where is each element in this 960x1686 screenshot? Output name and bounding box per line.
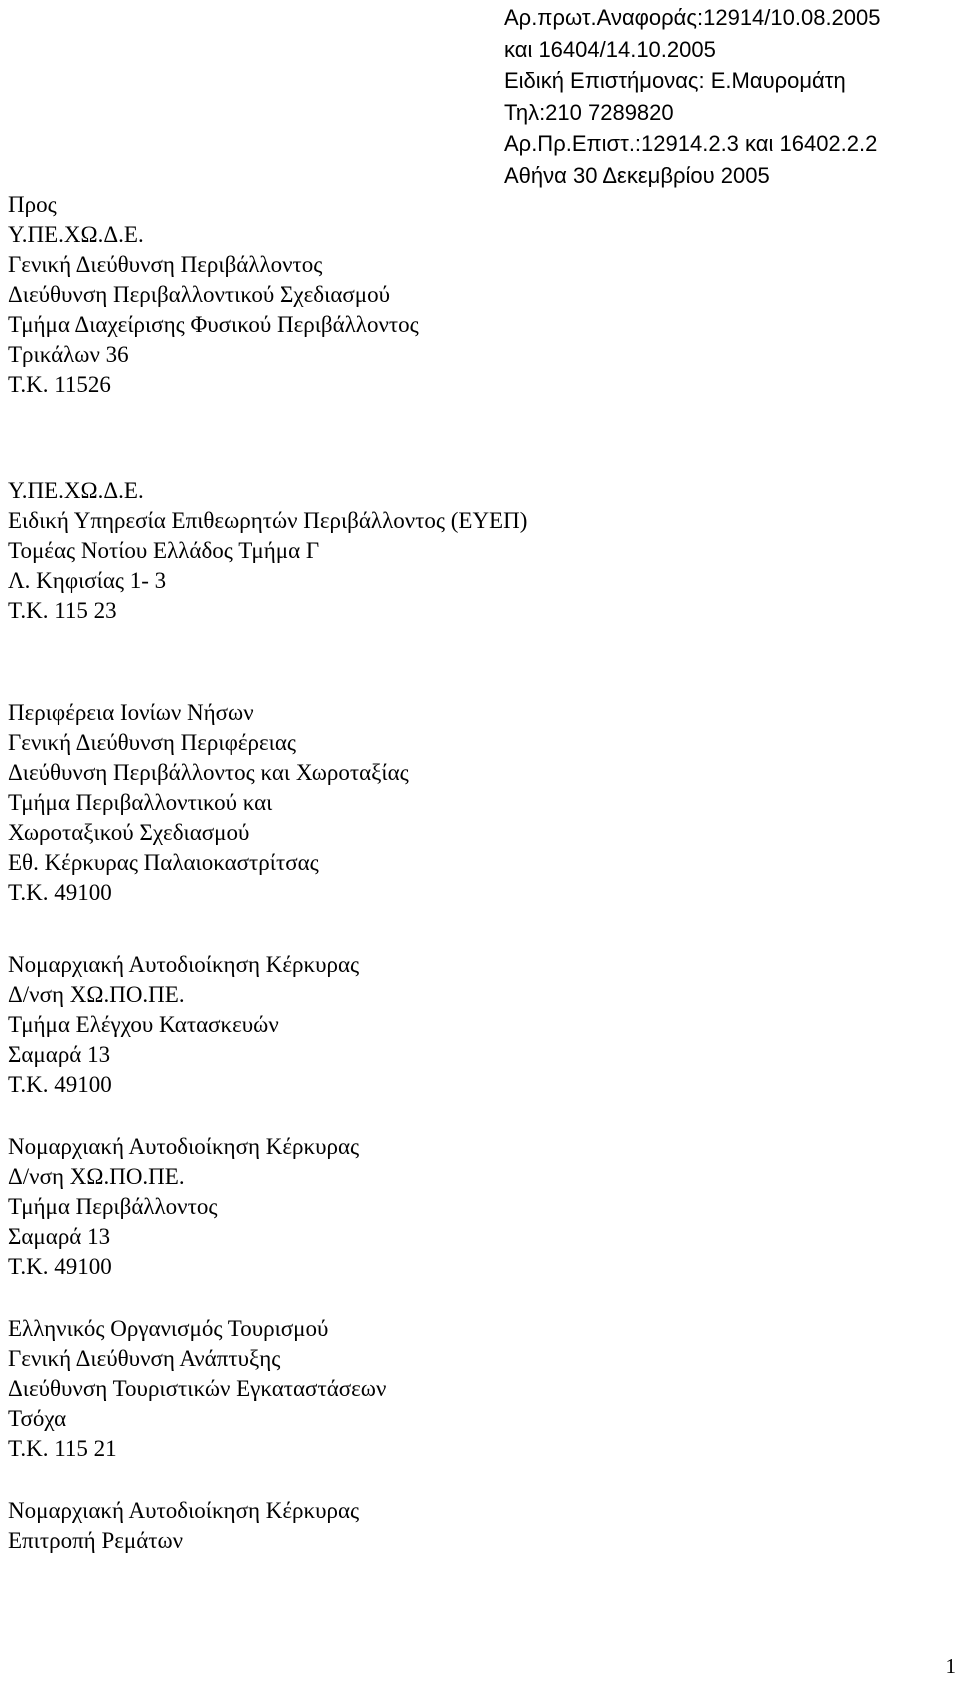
recipient-line: Τρικάλων 36 (8, 342, 129, 367)
recipient-postcode: Τ.Κ. 11526 (8, 372, 111, 397)
recipient-line: Ειδική Υπηρεσία Επιθεωρητών Περιβάλλοντος (ΕΥΕΠ) (8, 508, 528, 533)
reference-protocol-line-2: και 16404/14.10.2005 (504, 36, 716, 62)
recipient-to-label: Προς (8, 192, 57, 217)
recipient-address-block (8, 190, 419, 400)
recipient-postcode: Τ.Κ. 49100 (8, 1254, 112, 1279)
recipient-line: Διεύθυνση Περιβαλλοντικού Σχεδιασμού (8, 282, 390, 307)
reference-record-number: Αρ.Πρ.Επιστ.:12914.2.3 και 16402.2.2 (504, 131, 878, 156)
recipient-line: Γενική Διεύθυνση Περιβάλλοντος (8, 252, 323, 277)
recipient-line: Χωροταξικού Σχεδιασμού (8, 820, 250, 845)
recipient-line: Τμήμα Περιβάλλοντος (8, 1194, 218, 1219)
recipient-line: Γενική Διεύθυνση Ανάπτυξης (8, 1346, 281, 1371)
recipient-postcode: Τ.Κ. 49100 (8, 1072, 112, 1097)
page-number: 1 (945, 1654, 956, 1678)
reference-date: Αθήνα 30 Δεκεμβρίου 2005 (504, 162, 770, 188)
recipient-line: Τσόχα (8, 1406, 67, 1431)
recipient-postcode: Τ.Κ. 115 23 (8, 598, 117, 623)
recipient-line: Διεύθυνση Τουριστικών Εγκαταστάσεων (8, 1376, 387, 1401)
recipient-line: Νομαρχιακή Αυτοδιοίκηση Κέρκυρας (8, 1134, 360, 1159)
recipient-line: Περιφέρεια Ιονίων Νήσων (8, 700, 254, 725)
reference-header (504, 2, 881, 191)
recipient-address-block (8, 950, 359, 1100)
recipient-line: Επιτροπή Ρεμάτων (8, 1528, 184, 1553)
recipient-line: Νομαρχιακή Αυτοδιοίκηση Κέρκυρας (8, 952, 360, 977)
recipient-line: Σαμαρά 13 (8, 1224, 111, 1249)
recipient-line: Τμήμα Ελέγχου Κατασκευών (8, 1012, 279, 1037)
recipient-line: Γενική Διεύθυνση Περιφέρειας (8, 730, 296, 755)
reference-protocol-line: Αρ.πρωτ.Αναφοράς:12914/10.08.2005 (504, 5, 881, 30)
recipient-line: Τμήμα Διαχείρισης Φυσικού Περιβάλλοντος (8, 312, 419, 337)
recipient-address-block (8, 1314, 386, 1464)
recipient-line: Τμήμα Περιβαλλοντικού και (8, 790, 273, 815)
recipient-postcode: Τ.Κ. 115 21 (8, 1436, 117, 1461)
recipient-line: Σαμαρά 13 (8, 1042, 111, 1067)
recipient-line: Δ/νση ΧΩ.ΠΟ.ΠΕ. (8, 1164, 185, 1189)
recipient-line: Διεύθυνση Περιβάλλοντος και Χωροταξίας (8, 760, 409, 785)
recipient-address-block (8, 698, 409, 908)
recipient-address-block (8, 1132, 359, 1282)
recipient-line: Λ. Κηφισίας 1- 3 (8, 568, 167, 593)
reference-specialist: Ειδική Επιστήμονας: Ε.Μαυρομάτη (504, 68, 846, 93)
reference-phone: Τηλ:210 7289820 (504, 99, 674, 125)
recipient-line: Νομαρχιακή Αυτοδιοίκηση Κέρκυρας (8, 1498, 360, 1523)
recipient-line: Υ.ΠΕ.ΧΩ.Δ.Ε. (8, 478, 144, 503)
recipient-line: Τομέας Νοτίου Ελλάδος Τμήμα Γ (8, 538, 320, 563)
recipient-address-block (8, 476, 527, 626)
recipient-postcode: Τ.Κ. 49100 (8, 880, 112, 905)
recipient-line: Εθ. Κέρκυρας Παλαιοκαστρίτσας (8, 850, 319, 875)
recipient-line: Δ/νση ΧΩ.ΠΟ.ΠΕ. (8, 982, 185, 1007)
recipient-line: Ελληνικός Οργανισμός Τουρισμού (8, 1316, 329, 1341)
recipient-line: Υ.ΠΕ.ΧΩ.Δ.Ε. (8, 222, 144, 247)
recipient-address-block (8, 1496, 359, 1556)
